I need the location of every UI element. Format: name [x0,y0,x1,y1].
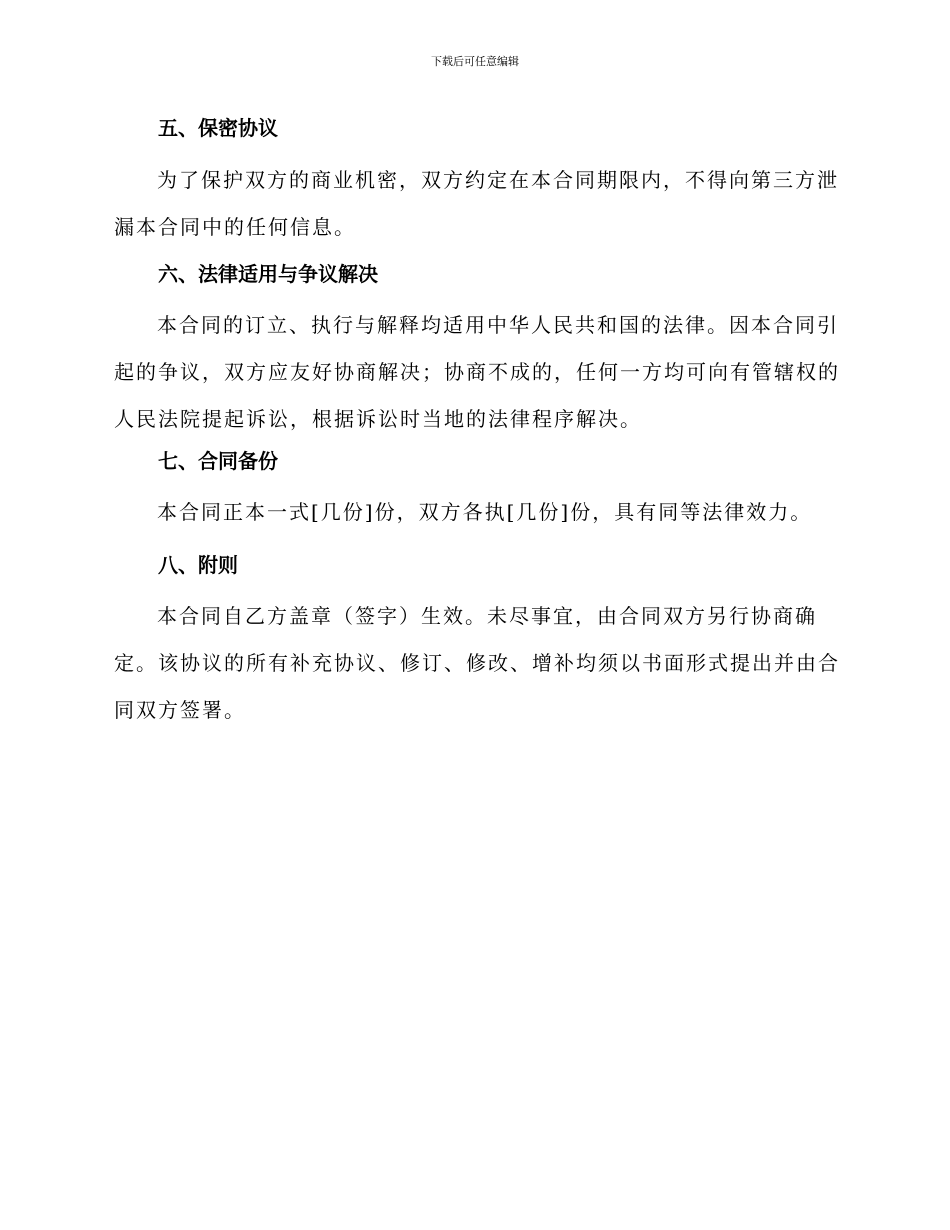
paragraph-line: 漏本合同中的任何信息。 [114,215,356,239]
section-heading-contract-copies: 七、合同备份 [158,449,278,473]
paragraph-line: 同双方签署。 [114,698,246,722]
paragraph-line: 人民法院提起诉讼，根据诉讼时当地的法律程序解决。 [114,407,642,431]
section-body-contract-copies [114,489,830,536]
paragraph-line: 为了保护双方的商业机密，双方约定在本合同期限内，不得向第三方泄 [157,168,839,192]
paragraph-line: 起的争议，双方应友好协商解决；协商不成的，任何一方均可向有管辖权的 [114,360,840,384]
section-heading-governing-law: 六、法律适用与争议解决 [158,262,378,286]
section-body-supplementary [114,593,840,734]
section-body-confidentiality [114,157,839,251]
page-header: 下载后可任意编辑 [431,55,519,68]
paragraph-line: 本合同的订立、执行与解释均适用中华人民共和国的法律。因本合同引 [157,313,839,337]
paragraph-line: 定。该协议的所有补充协议、修订、修改、增补均须以书面形式提出并由合 [114,651,840,675]
section-heading-supplementary: 八、附则 [158,553,238,577]
paragraph-line: 本合同自乙方盖章（签字）生效。未尽事宜，由合同双方另行协商确 [157,604,817,628]
section-body-governing-law [114,302,840,443]
paragraph-line: 本合同正本一式[几份]份，双方各执[几份]份，具有同等法律效力。 [157,500,813,524]
section-heading-confidentiality: 五、保密协议 [158,116,278,140]
